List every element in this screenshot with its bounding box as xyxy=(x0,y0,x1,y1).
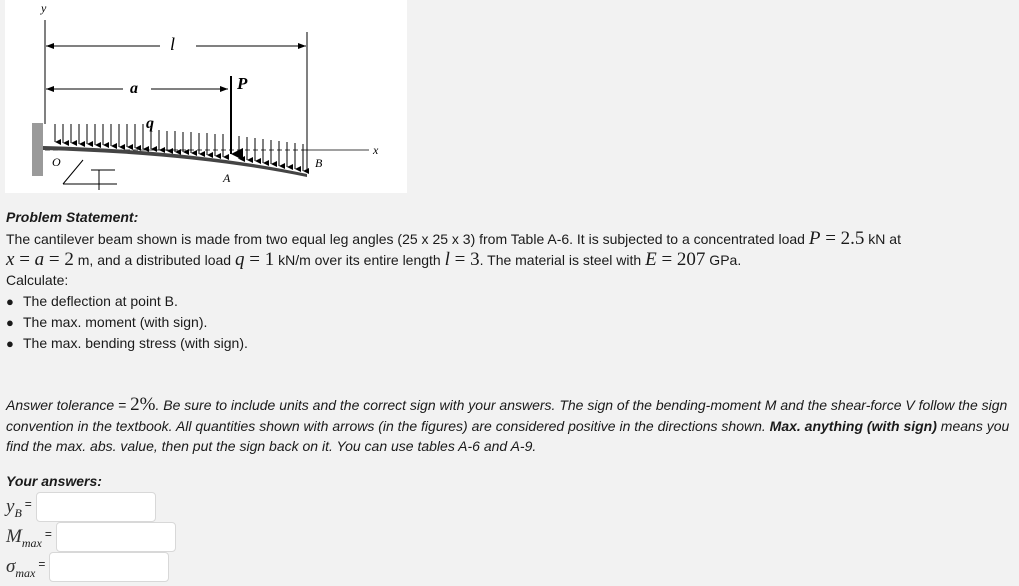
tolerance-text: . Be sure to include units and the correct sign with your answers. The sign of the bending-moment M and the shear-force V follow the sign convention in the textbook. All quantities shown with arrows (in the figures) are considered positive in the directions shown. xyxy=(6,397,1008,434)
angle-section-icon xyxy=(91,170,115,190)
unit-kN: kN at xyxy=(864,231,901,247)
tolerance-text: means you find the max. abs. value, then put the sign back on it. You can use tables A-6 and A-9. xyxy=(6,417,1010,454)
bullet-icon: ● xyxy=(6,336,14,351)
smax-input[interactable] xyxy=(49,552,169,582)
unit-GPa: GPa. xyxy=(705,252,742,268)
equals: = xyxy=(820,228,841,249)
answer-row-smax xyxy=(6,552,169,582)
tolerance-emphasis: Max. anything (with sign) xyxy=(769,417,937,434)
subscript-max: max xyxy=(21,536,42,550)
value-q: 1 xyxy=(264,249,275,270)
symbol-E: E xyxy=(645,249,657,270)
problem-text: . The material is steel with xyxy=(479,252,646,268)
load-P-label: P xyxy=(237,74,248,93)
a-label: a xyxy=(130,80,138,97)
equals: = xyxy=(656,249,677,270)
mmax-label xyxy=(6,526,52,548)
problem-text-line1 xyxy=(6,228,1011,250)
task-list xyxy=(6,291,248,354)
tolerance-note xyxy=(6,395,1016,457)
equals: = xyxy=(14,249,35,270)
length-label: l xyxy=(170,34,176,54)
equals: = xyxy=(38,557,46,571)
bullet-icon: ● xyxy=(6,315,14,330)
answer-row-yb xyxy=(6,492,156,522)
symbol-l: l xyxy=(444,249,450,270)
y-axis-label: y xyxy=(41,1,47,15)
problem-text: The cantilever beam shown is made from two equal leg angles (25 x 25 x 3) from Table A-6. It is subjected to a concentrated load xyxy=(6,231,809,247)
subscript-max: max xyxy=(15,566,36,580)
answers-heading: Your answers: xyxy=(6,473,102,489)
symbol-P: P xyxy=(808,228,821,249)
symbol-M: M xyxy=(6,526,22,547)
x-axis-label: x xyxy=(373,143,379,157)
equals: = xyxy=(44,527,52,541)
load-q-label: q xyxy=(146,115,154,132)
symbol-x: x xyxy=(6,249,15,270)
symbol-y: y xyxy=(6,496,15,517)
subscript-B: B xyxy=(14,506,22,520)
equals: = xyxy=(244,249,265,270)
fixed-wall xyxy=(32,123,43,176)
task-text: The max. moment (with sign). xyxy=(23,314,208,330)
list-item xyxy=(6,333,248,354)
tolerance-value: 2% xyxy=(130,394,156,415)
value-a: 2 xyxy=(64,249,74,270)
value-E: 207 xyxy=(676,249,706,270)
equals: = xyxy=(44,249,65,270)
origin-label: O xyxy=(52,155,61,169)
list-item xyxy=(6,291,248,312)
task-text: The max. bending stress (with sign). xyxy=(23,335,248,351)
value-P: 2.5 xyxy=(840,228,865,249)
tolerance-text: Answer tolerance = xyxy=(6,397,131,413)
calculate-label: Calculate: xyxy=(6,272,69,288)
problem-text: kN/m over its entire length xyxy=(274,252,445,268)
smax-label xyxy=(6,556,45,578)
beam-diagram xyxy=(5,0,407,193)
yb-label xyxy=(6,496,32,518)
task-text: The deflection at point B. xyxy=(23,293,178,309)
list-item xyxy=(6,312,248,333)
yb-input[interactable] xyxy=(36,492,156,522)
symbol-a: a xyxy=(34,249,45,270)
bullet-icon: ● xyxy=(6,294,14,309)
slope-indicator xyxy=(63,160,117,184)
equals: = xyxy=(24,497,32,511)
value-l: 3 xyxy=(470,249,480,270)
problem-text-line2 xyxy=(6,249,741,271)
answer-row-mmax xyxy=(6,522,176,552)
point-A-label: A xyxy=(223,171,231,185)
problem-text: m, and a distributed load xyxy=(73,252,235,268)
mmax-input[interactable] xyxy=(56,522,176,552)
distributed-load-arrows xyxy=(55,124,303,171)
symbol-sigma: σ xyxy=(6,556,16,577)
point-B-label: B xyxy=(315,156,323,170)
symbol-q: q xyxy=(234,249,245,270)
beam-figure xyxy=(5,0,407,193)
problem-heading: Problem Statement: xyxy=(6,209,139,225)
equals: = xyxy=(449,249,471,270)
